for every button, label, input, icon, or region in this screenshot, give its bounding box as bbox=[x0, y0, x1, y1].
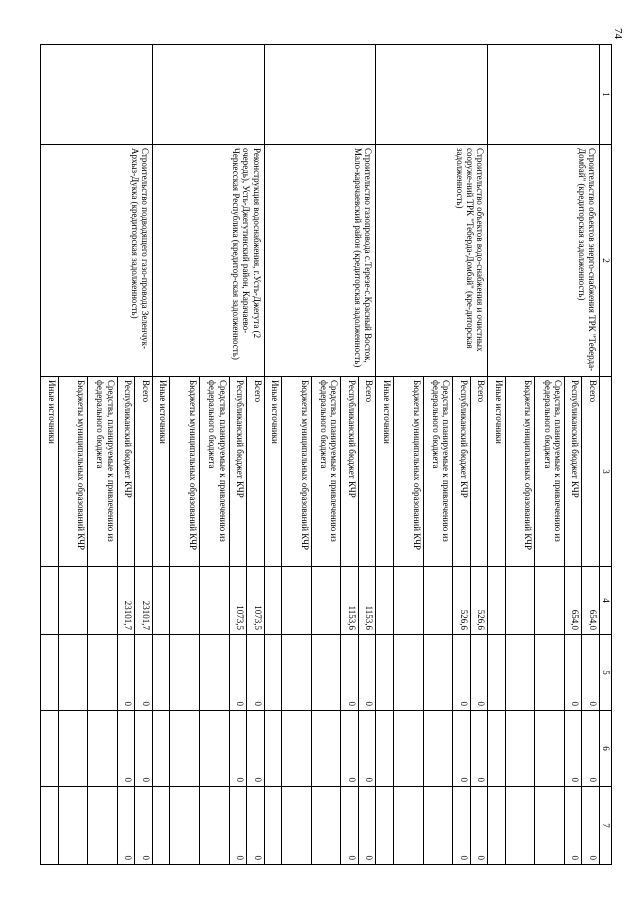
value-cell bbox=[311, 787, 341, 865]
funding-source-cell: Бюджеты муниципальных образований КЧР bbox=[393, 377, 423, 567]
value-cell bbox=[264, 567, 282, 635]
value-cell: 0 bbox=[229, 787, 247, 865]
row-number-cell bbox=[488, 45, 600, 145]
value-cell: 0 bbox=[470, 711, 488, 787]
value-cell: 526,6 bbox=[470, 567, 488, 635]
funding-source-cell: Всего bbox=[470, 377, 488, 567]
object-name-cell: Строительство подводящего газо-провода Зеленчук-Архыз-Дукка (кредиторская задолженность) bbox=[41, 145, 153, 377]
value-cell bbox=[505, 567, 535, 635]
value-cell bbox=[264, 787, 282, 865]
value-cell bbox=[264, 711, 282, 787]
value-cell bbox=[41, 711, 59, 787]
header-cell: 7 bbox=[600, 787, 612, 865]
value-cell bbox=[58, 635, 88, 711]
header-cell: 1 bbox=[600, 45, 612, 145]
value-cell: 0 bbox=[135, 711, 153, 787]
funding-source-cell: Республиканский бюджет КЧР bbox=[229, 377, 247, 567]
table-row bbox=[358, 45, 376, 865]
funding-source-cell: Бюджеты муниципальных образований КЧР bbox=[170, 377, 200, 567]
table-row bbox=[582, 45, 600, 865]
value-cell: 0 bbox=[341, 635, 359, 711]
value-cell: 0 bbox=[470, 787, 488, 865]
value-cell: 0 bbox=[135, 787, 153, 865]
value-cell bbox=[423, 787, 453, 865]
value-cell bbox=[41, 567, 59, 635]
value-cell bbox=[264, 635, 282, 711]
value-cell bbox=[282, 635, 312, 711]
table-body bbox=[41, 45, 600, 865]
value-cell bbox=[282, 567, 312, 635]
value-cell: 0 bbox=[135, 635, 153, 711]
funding-source-cell: Всего bbox=[247, 377, 265, 567]
value-cell: 0 bbox=[453, 635, 471, 711]
funding-source-cell: Бюджеты муниципальных образований КЧР bbox=[505, 377, 535, 567]
financing-table bbox=[40, 44, 612, 865]
value-cell bbox=[282, 711, 312, 787]
value-cell bbox=[152, 635, 170, 711]
funding-source-cell: Республиканский бюджет КЧР bbox=[341, 377, 359, 567]
value-cell bbox=[393, 567, 423, 635]
value-cell: 0 bbox=[358, 635, 376, 711]
value-cell bbox=[376, 711, 394, 787]
value-cell bbox=[152, 711, 170, 787]
value-cell bbox=[488, 787, 506, 865]
value-cell: 0 bbox=[582, 787, 600, 865]
funding-source-cell: Средства, планируемые к привлечению из федерального бюджета bbox=[423, 377, 453, 567]
value-cell: 0 bbox=[358, 787, 376, 865]
funding-source-cell: Средства, планируемые к привлечению из федерального бюджета bbox=[535, 377, 565, 567]
value-cell bbox=[393, 711, 423, 787]
value-cell bbox=[535, 711, 565, 787]
value-cell: 0 bbox=[229, 635, 247, 711]
value-cell: 23101,7 bbox=[117, 567, 135, 635]
value-cell bbox=[152, 567, 170, 635]
value-cell: 0 bbox=[247, 635, 265, 711]
value-cell: 0 bbox=[564, 787, 582, 865]
funding-source-cell: Бюджеты муниципальных образований КЧР bbox=[282, 377, 312, 567]
value-cell: 0 bbox=[117, 711, 135, 787]
table-row bbox=[470, 45, 488, 865]
value-cell: 0 bbox=[582, 711, 600, 787]
value-cell bbox=[282, 787, 312, 865]
value-cell: 654,0 bbox=[582, 567, 600, 635]
value-cell bbox=[58, 711, 88, 787]
value-cell bbox=[311, 635, 341, 711]
value-cell: 0 bbox=[453, 711, 471, 787]
value-cell bbox=[88, 635, 118, 711]
value-cell bbox=[152, 787, 170, 865]
value-cell bbox=[393, 635, 423, 711]
value-cell: 0 bbox=[564, 711, 582, 787]
header-cell: 6 bbox=[600, 711, 612, 787]
row-number-cell bbox=[376, 45, 488, 145]
funding-source-cell: Иные источники bbox=[488, 377, 506, 567]
value-cell: 0 bbox=[117, 787, 135, 865]
value-cell bbox=[58, 567, 88, 635]
header-row bbox=[600, 45, 612, 865]
value-cell bbox=[88, 787, 118, 865]
value-cell bbox=[505, 787, 535, 865]
value-cell bbox=[423, 711, 453, 787]
value-cell bbox=[393, 787, 423, 865]
value-cell: 0 bbox=[341, 787, 359, 865]
value-cell bbox=[488, 711, 506, 787]
value-cell bbox=[311, 567, 341, 635]
value-cell: 0 bbox=[247, 787, 265, 865]
header-cell: 3 bbox=[600, 377, 612, 567]
funding-source-cell: Республиканский бюджет КЧР bbox=[117, 377, 135, 567]
value-cell bbox=[170, 567, 200, 635]
value-cell: 0 bbox=[582, 635, 600, 711]
value-cell bbox=[376, 635, 394, 711]
value-cell bbox=[311, 711, 341, 787]
funding-source-cell: Республиканский бюджет КЧР bbox=[564, 377, 582, 567]
value-cell: 0 bbox=[341, 711, 359, 787]
value-cell: 1073,5 bbox=[247, 567, 265, 635]
value-cell: 654,0 bbox=[564, 567, 582, 635]
value-cell bbox=[505, 711, 535, 787]
value-cell bbox=[423, 567, 453, 635]
value-cell: 0 bbox=[470, 635, 488, 711]
row-number-cell bbox=[264, 45, 376, 145]
funding-source-cell: Иные источники bbox=[152, 377, 170, 567]
value-cell bbox=[200, 711, 230, 787]
object-name-cell: Реконструкция водоснабжения, г.Усть-Джегута (2 очередь), Усть-Джегутинский район, Карачаево-Черкесская Республика (кредитор-ская задолженность) bbox=[152, 145, 264, 377]
value-cell: 1153,6 bbox=[358, 567, 376, 635]
object-name-cell: Строительство газопровода с.Терезе-с.Красный Восток, Мало-карачаевский район (кредиторская задолженность) bbox=[264, 145, 376, 377]
value-cell bbox=[200, 787, 230, 865]
header-cell: 5 bbox=[600, 635, 612, 711]
funding-source-cell: Средства, планируемые к привлечению из федерального бюджета bbox=[88, 377, 118, 567]
funding-source-cell: Средства, планируемые к привлечению из федерального бюджета bbox=[200, 377, 230, 567]
value-cell bbox=[41, 635, 59, 711]
value-cell: 0 bbox=[358, 711, 376, 787]
header-cell: 2 bbox=[600, 145, 612, 377]
value-cell bbox=[488, 635, 506, 711]
value-cell: 0 bbox=[229, 711, 247, 787]
value-cell: 0 bbox=[117, 635, 135, 711]
value-cell bbox=[170, 787, 200, 865]
value-cell bbox=[376, 567, 394, 635]
value-cell bbox=[170, 635, 200, 711]
header-cell: 4 bbox=[600, 567, 612, 635]
value-cell bbox=[488, 567, 506, 635]
funding-source-cell: Иные источники bbox=[264, 377, 282, 567]
page-number: 74 bbox=[612, 28, 624, 39]
row-number-cell bbox=[41, 45, 153, 145]
funding-source-cell: Бюджеты муниципальных образований КЧР bbox=[58, 377, 88, 567]
funding-source-cell: Всего bbox=[358, 377, 376, 567]
value-cell bbox=[88, 567, 118, 635]
value-cell bbox=[41, 787, 59, 865]
value-cell: 526,6 bbox=[453, 567, 471, 635]
rotated-table-wrapper bbox=[40, 44, 612, 864]
value-cell bbox=[376, 787, 394, 865]
value-cell bbox=[170, 711, 200, 787]
value-cell bbox=[423, 635, 453, 711]
value-cell bbox=[505, 635, 535, 711]
funding-source-cell: Всего bbox=[582, 377, 600, 567]
value-cell bbox=[535, 635, 565, 711]
value-cell bbox=[200, 635, 230, 711]
value-cell bbox=[535, 787, 565, 865]
object-name-cell: Строительство объектов водо-снабжения и очистных сооруже-ний ТРК "Теберда-Домбай" (кре-диторская задолженность) bbox=[376, 145, 488, 377]
row-number-cell bbox=[152, 45, 264, 145]
funding-source-cell: Иные источники bbox=[376, 377, 394, 567]
funding-source-cell: Средства, планируемые к привлечению из федерального бюджета bbox=[311, 377, 341, 567]
value-cell bbox=[88, 711, 118, 787]
value-cell: 0 bbox=[247, 711, 265, 787]
value-cell: 0 bbox=[564, 635, 582, 711]
value-cell bbox=[535, 567, 565, 635]
value-cell: 23101,7 bbox=[135, 567, 153, 635]
table-row bbox=[135, 45, 153, 865]
value-cell bbox=[58, 787, 88, 865]
value-cell: 0 bbox=[453, 787, 471, 865]
table-row bbox=[247, 45, 265, 865]
funding-source-cell: Всего bbox=[135, 377, 153, 567]
value-cell bbox=[200, 567, 230, 635]
funding-source-cell: Республиканский бюджет КЧР bbox=[453, 377, 471, 567]
object-name-cell: Строительство объектов энерго-снабжения ТРК "Теберда-Домбай" (кредиторская задолженность) bbox=[488, 145, 600, 377]
value-cell: 1073,5 bbox=[229, 567, 247, 635]
value-cell: 1153,6 bbox=[341, 567, 359, 635]
funding-source-cell: Иные источники bbox=[41, 377, 59, 567]
